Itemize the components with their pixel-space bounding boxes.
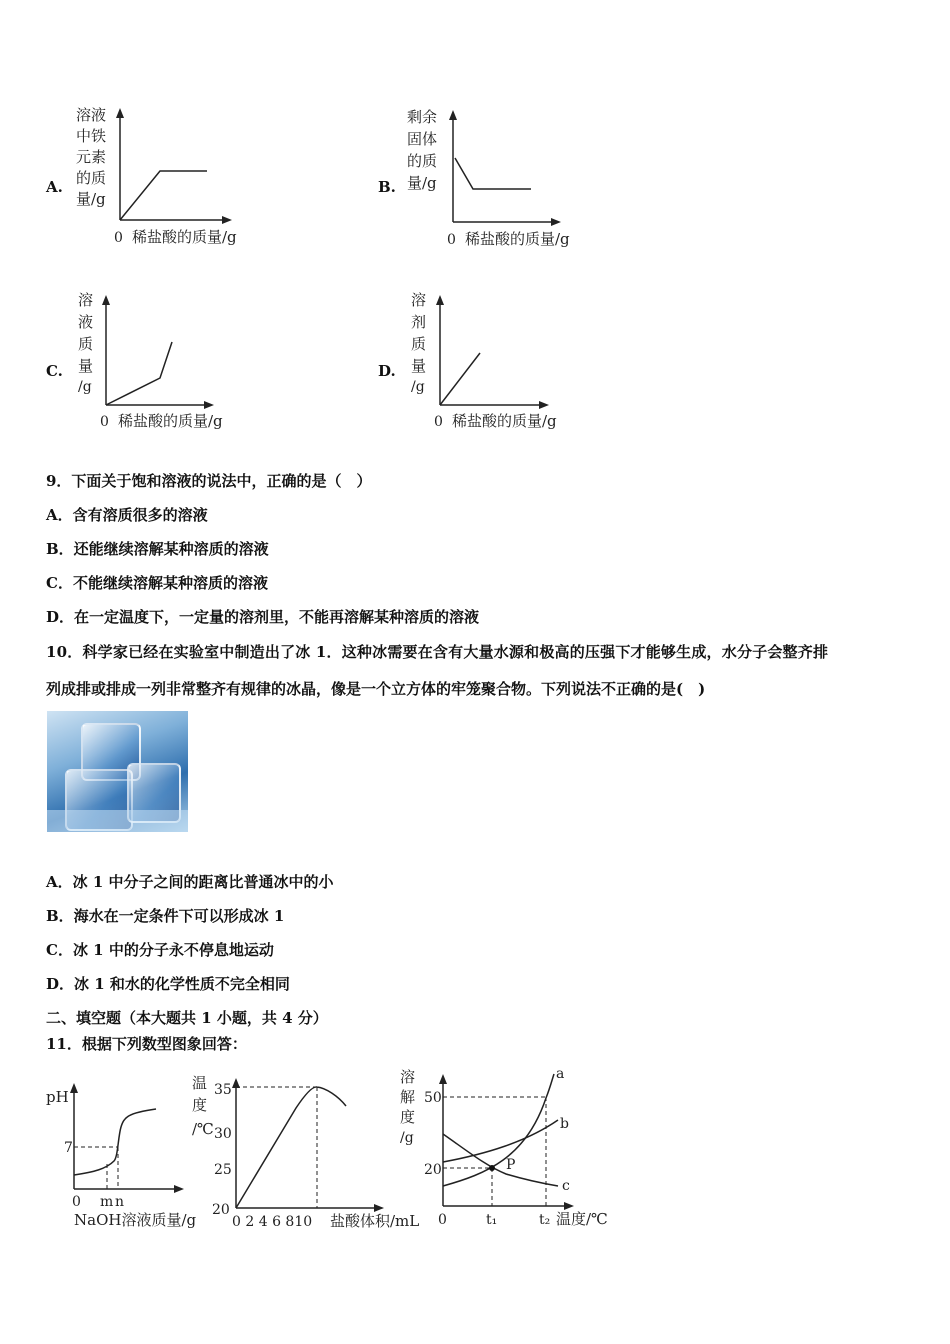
q10-option-b: B．海水在一定条件下可以形成冰 1 (46, 907, 285, 925)
sol-ylabel-1: 溶 (400, 1068, 416, 1086)
q8b-ylabel-3: 的质 (407, 152, 438, 170)
sol-tick-t2: t₂ (539, 1212, 551, 1228)
q8b-ylabel-2: 固体 (407, 130, 438, 148)
ph-tick-7: 7 (64, 1140, 73, 1156)
temp-tick-20: 20 (212, 1202, 230, 1218)
q8-option-d-letter: D. (378, 362, 396, 380)
q8c-ylabel-1: 溶 (78, 291, 94, 309)
q8d-xlabel: 稀盐酸的质量/g (452, 412, 557, 430)
ph-origin: 0 (72, 1194, 81, 1210)
ph-xlabel: NaOH溶液质量/g (74, 1211, 197, 1229)
sol-point-label: P (506, 1157, 516, 1173)
sol-curve-c (443, 1134, 558, 1186)
q9-option-c: C．不能继续溶解某种溶质的溶液 (46, 574, 268, 592)
q8c-xlabel: 稀盐酸的质量/g (118, 412, 223, 430)
q8c-ylabel-2: 液 (78, 313, 94, 331)
q10-stem-line2: 列成排或排成一列非常整齐有规律的冰晶，像是一个立方体的牢笼聚合物。下列说法不正确的是( ) (46, 680, 706, 698)
q10-stem-line1: 10．科学家已经在实验室中制造出了冰 1．这种冰需要在含有大量水源和极高的压强下才能够生成，水分子会整齐排 (46, 643, 829, 661)
q9-option-b: B．还能继续溶解某种溶质的溶液 (46, 540, 269, 558)
sol-ylabel-2: 解 (400, 1088, 416, 1106)
q8b-origin: 0 (447, 232, 456, 248)
q8-option-c-letter: C. (46, 362, 63, 380)
temp-xlabel: 盐酸体积/mL (330, 1212, 420, 1230)
q8a-ylabel-3: 元素 (76, 148, 107, 166)
q8d-ylabel-5: /g (411, 379, 425, 395)
q8d-ylabel-4: 量 (411, 357, 427, 375)
q8a-ylabel-1: 溶液 (76, 106, 107, 124)
sol-xlabel: 温度/℃ (556, 1210, 608, 1228)
sol-curve-b (443, 1120, 558, 1162)
temp-curve (236, 1087, 346, 1208)
q8-option-a-letter: A. (46, 178, 63, 196)
q8c-ylabel-5: /g (78, 379, 92, 395)
q8-graph-d (403, 285, 593, 435)
ph-ylabel: pH (46, 1088, 69, 1106)
q10-option-c: C．冰 1 中的分子永不停息地运动 (46, 941, 274, 959)
sol-tick-50: 50 (424, 1090, 442, 1106)
sol-ylabel-3: 度 (400, 1108, 416, 1126)
sol-ylabel-4: /g (400, 1130, 414, 1146)
sol-tick-20: 20 (424, 1162, 442, 1178)
q8a-xlabel: 稀盐酸的质量/g (132, 228, 237, 246)
q8a-ylabel-2: 中铁 (76, 127, 107, 145)
temp-tick-25: 25 (214, 1162, 232, 1178)
q8a-origin: 0 (114, 230, 123, 246)
sol-point-p (489, 1165, 495, 1171)
q11-graph-solubility (396, 1062, 620, 1237)
q8d-ylabel-3: 质 (411, 335, 427, 353)
temp-tick-35: 35 (214, 1082, 232, 1098)
q8d-ylabel-1: 溶 (411, 291, 427, 309)
q8-graph-b (403, 100, 593, 250)
temp-ylabel-3: /℃ (192, 1120, 214, 1138)
q8a-curve (120, 171, 207, 220)
q8a-ylabel-5: 量/g (76, 190, 106, 208)
section-2-title: 二、填空题（本大题共 1 小题，共 4 分） (46, 1009, 328, 1027)
q8c-ylabel-3: 质 (78, 335, 94, 353)
sol-label-c: c (562, 1178, 570, 1194)
sol-label-a: a (556, 1066, 565, 1082)
temp-ylabel-1: 温 (192, 1074, 208, 1092)
q8c-curve (106, 342, 172, 405)
q8b-curve (455, 158, 531, 189)
ph-tick-m: m (100, 1194, 114, 1210)
ice-cubes-photo (47, 711, 188, 832)
q10-option-d: D．冰 1 和水的化学性质不完全相同 (46, 975, 290, 993)
q8-option-b-letter: B. (378, 178, 396, 196)
q9-option-d: D．在一定温度下，一定量的溶剂里，不能再溶解某种溶质的溶液 (46, 608, 480, 626)
temp-x-ticks: 0 2 4 6 810 (232, 1214, 313, 1230)
sol-origin: 0 (438, 1212, 447, 1228)
q8c-origin: 0 (100, 414, 109, 430)
temp-tick-30: 30 (214, 1126, 232, 1142)
q8-graph-c (70, 285, 260, 435)
q8b-ylabel-1: 剩余 (407, 108, 438, 126)
sol-tick-t1: t₁ (486, 1212, 498, 1228)
q9-stem: 9．下面关于饱和溶液的说法中，正确的是（ ） (46, 472, 372, 490)
q8d-ylabel-2: 剂 (411, 313, 427, 331)
ph-tick-n: n (115, 1194, 125, 1210)
sol-label-b: b (560, 1116, 569, 1132)
q10-option-a: A．冰 1 中分子之间的距离比普通冰中的小 (46, 873, 334, 891)
q8c-ylabel-4: 量 (78, 357, 94, 375)
sol-curve-a (443, 1074, 554, 1186)
q8b-ylabel-4: 量/g (407, 174, 437, 192)
q8d-curve (440, 353, 480, 405)
q8d-origin: 0 (434, 414, 443, 430)
q11-stem: 11．根据下列数型图象回答： (46, 1035, 247, 1053)
temp-ylabel-2: 度 (192, 1096, 208, 1114)
q8a-ylabel-4: 的质 (76, 169, 107, 187)
q8-graph-a (70, 100, 260, 250)
ph-curve (74, 1109, 156, 1175)
q8b-xlabel: 稀盐酸的质量/g (465, 230, 570, 248)
q9-option-a: A．含有溶质很多的溶液 (46, 506, 208, 524)
